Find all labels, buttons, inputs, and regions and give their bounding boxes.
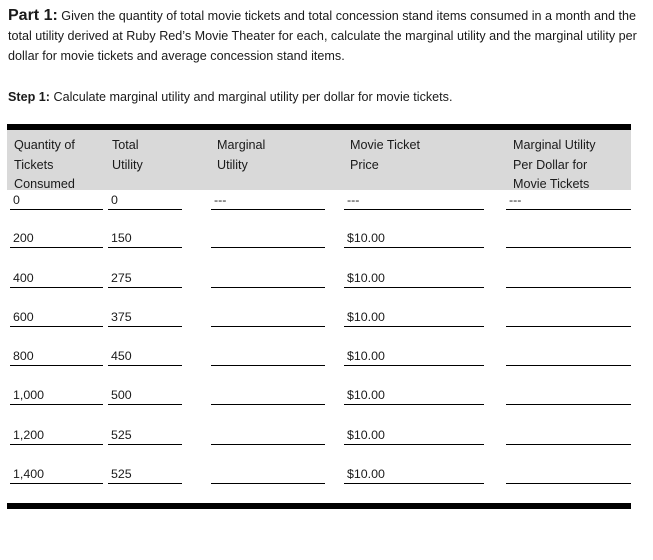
header-quantity — [14, 136, 75, 195]
mu-per-dollar-field[interactable] — [506, 465, 631, 484]
ticket-price-cell: $10.00 — [344, 426, 484, 445]
header-total-utility — [112, 136, 143, 175]
step-label: Step 1: — [8, 90, 50, 104]
marginal-utility-field[interactable] — [211, 269, 325, 288]
quantity-cell: 1,400 — [10, 465, 103, 484]
mu-per-dollar-field[interactable] — [506, 347, 631, 366]
table-header — [7, 130, 631, 190]
header-line: Total — [112, 138, 139, 152]
intro-text: Given the quantity of total movie tickets and total concession stand items consumed in a month and the total utility derived at Ruby Red’s Movie Theater for each, calculate the marginal utility and the marginal utility per dollar for movie tickets and average concession stand items. — [8, 9, 637, 63]
total-utility-cell: 275 — [108, 269, 182, 288]
header-line: Utility — [217, 157, 248, 172]
ticket-price-cell: $10.00 — [344, 347, 484, 366]
part-label: Part 1: — [8, 7, 58, 24]
header-line: Consumed — [14, 177, 75, 191]
quantity-cell: 1,200 — [10, 426, 103, 445]
table-row — [7, 426, 631, 465]
header-line: Marginal — [217, 138, 266, 152]
quantity-cell: 600 — [10, 308, 103, 327]
table-row — [7, 308, 631, 347]
total-utility-cell: 525 — [108, 426, 182, 445]
table-row — [7, 269, 631, 308]
ticket-price-cell: $10.00 — [344, 229, 484, 248]
mu-per-dollar-field[interactable] — [506, 229, 631, 248]
ticket-price-cell: $10.00 — [344, 269, 484, 288]
ticket-price-cell: $10.00 — [344, 465, 484, 484]
header-ticket-price — [350, 136, 420, 175]
marginal-utility-field[interactable]: --- — [211, 191, 325, 210]
table-row — [7, 386, 631, 425]
header-mu-per-dollar — [513, 136, 596, 195]
header-line: Quantity of — [14, 138, 75, 152]
marginal-utility-field[interactable] — [211, 229, 325, 248]
total-utility-cell: 500 — [108, 386, 182, 405]
quantity-cell: 800 — [10, 347, 103, 366]
quantity-cell: 0 — [10, 191, 103, 210]
marginal-utility-field[interactable] — [211, 308, 325, 327]
table-row — [7, 347, 631, 386]
ticket-price-cell: $10.00 — [344, 386, 484, 405]
marginal-utility-field[interactable] — [211, 386, 325, 405]
table-row — [7, 190, 631, 229]
mu-per-dollar-field[interactable] — [506, 386, 631, 405]
marginal-utility-field[interactable] — [211, 347, 325, 366]
total-utility-cell: 150 — [108, 229, 182, 248]
table-row — [7, 465, 631, 504]
marginal-utility-field[interactable] — [211, 465, 325, 484]
table-body — [7, 190, 631, 504]
intro-paragraph — [8, 6, 638, 66]
ticket-price-cell: $10.00 — [344, 308, 484, 327]
mu-per-dollar-field[interactable]: --- — [506, 191, 631, 210]
quantity-cell: 400 — [10, 269, 103, 288]
header-line: Utility — [112, 157, 143, 172]
ticket-price-cell: --- — [344, 191, 484, 210]
header-marginal-utility — [217, 136, 265, 175]
header-line: Per Dollar for — [513, 157, 588, 172]
header-line: Price — [350, 157, 379, 172]
mu-per-dollar-field[interactable] — [506, 308, 631, 327]
quantity-cell: 200 — [10, 229, 103, 248]
table-bottom-rule — [7, 503, 631, 509]
header-line: Movie Ticket — [350, 138, 420, 152]
total-utility-cell: 0 — [108, 191, 182, 210]
header-line: Movie Tickets — [513, 177, 590, 191]
quantity-cell: 1,000 — [10, 386, 103, 405]
mu-per-dollar-field[interactable] — [506, 426, 631, 445]
header-line: Tickets — [14, 157, 54, 172]
step-paragraph — [8, 87, 638, 107]
header-line: Marginal Utility — [513, 138, 596, 152]
utility-table — [7, 124, 631, 504]
total-utility-cell: 450 — [108, 347, 182, 366]
total-utility-cell: 375 — [108, 308, 182, 327]
table-row — [7, 229, 631, 268]
marginal-utility-field[interactable] — [211, 426, 325, 445]
mu-per-dollar-field[interactable] — [506, 269, 631, 288]
total-utility-cell: 525 — [108, 465, 182, 484]
step-text: Calculate marginal utility and marginal utility per dollar for movie tickets. — [53, 90, 453, 104]
